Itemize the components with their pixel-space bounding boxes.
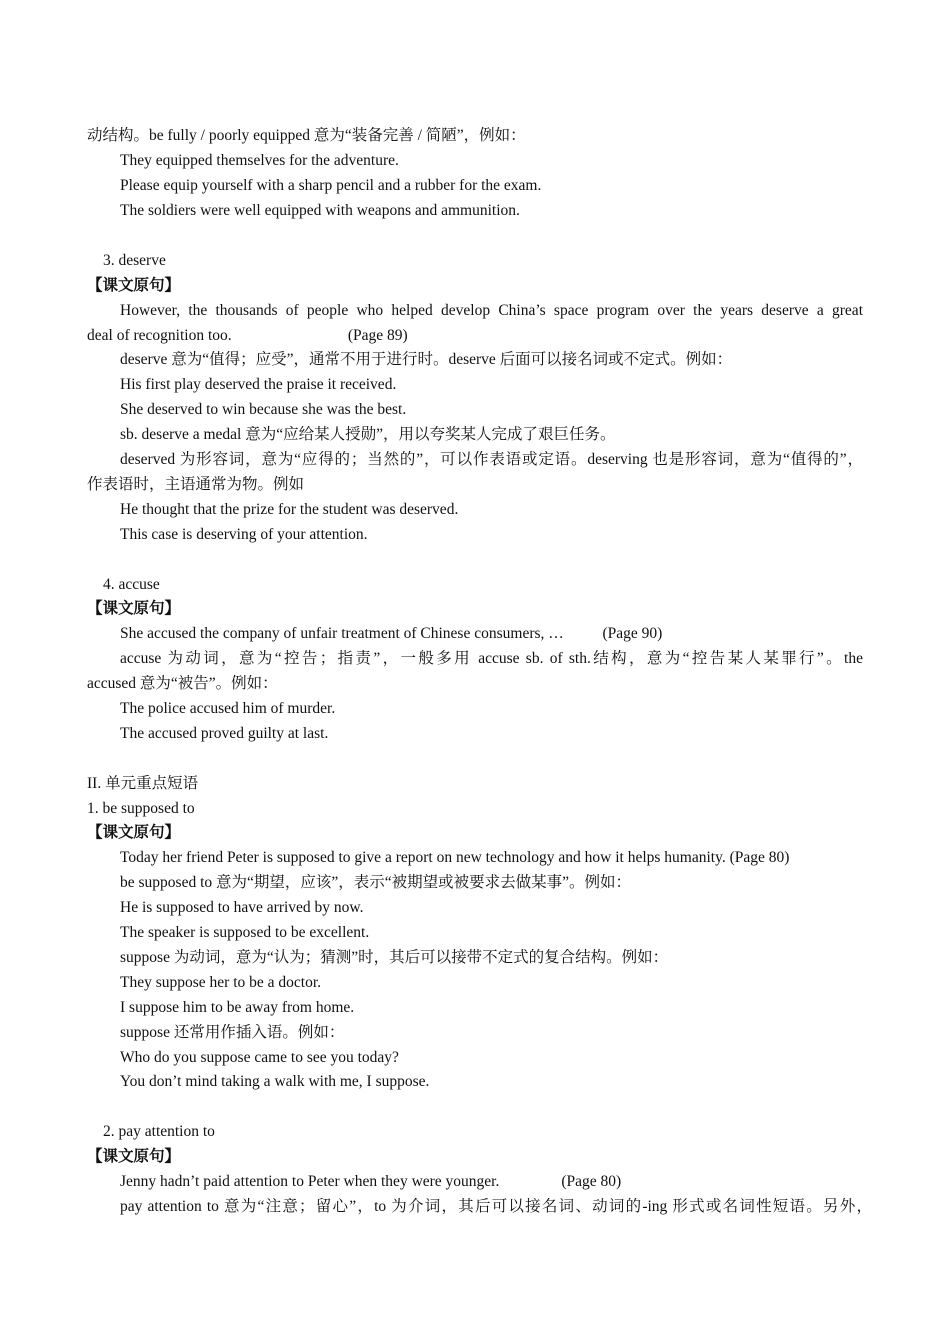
example-sentence: I suppose him to be away from home. — [120, 999, 355, 1016]
example-sentence: This case is deserving of your attention. — [120, 526, 368, 543]
explanation-text: deserve 意为“值得；应受”，通常不用于进行时。deserve 后面可以接名词或不定式。例如： — [120, 351, 733, 368]
example-sentence: They suppose her to be a doctor. — [120, 974, 322, 991]
source-sentence: She accused the company of unfair treatment of Chinese consumers, … (Page 90) — [120, 625, 663, 642]
source-sentence-label: 【课文原句】 — [87, 277, 181, 294]
example-sentence: She deserved to win because she was the best. — [120, 401, 407, 418]
source-sentence: However, the thousands of people who helped develop China’s space program over the years deserve a great — [120, 302, 863, 319]
source-sentence-label: 【课文原句】 — [87, 600, 181, 617]
source-sentence-label: 【课文原句】 — [87, 824, 181, 841]
example-sentence: The police accused him of murder. — [120, 700, 336, 717]
example-sentence: He thought that the prize for the student was deserved. — [120, 501, 459, 518]
source-sentence: Today her friend Peter is supposed to give a report on new technology and how it helps humanity. (Page 80) — [120, 849, 790, 866]
explanation-text: pay attention to 意为“注意；留心”，to 为介词，其后可以接名词、动词的-ing 形式或名词性短语。另外， — [120, 1198, 872, 1215]
explanation-text: suppose 还常用作插入语。例如： — [120, 1024, 345, 1041]
source-sentence: deal of recognition too. (Page 89) — [87, 327, 408, 344]
explanation-text: 作表语时，主语通常为物。例如 — [87, 476, 305, 493]
example-sentence: They equipped themselves for the adventure. — [120, 152, 399, 169]
explanation-text: be supposed to 意为“期望，应该”，表示“被期望或被要求去做某事”。例如： — [120, 874, 632, 891]
example-sentence: He is supposed to have arrived by now. — [120, 899, 364, 916]
example-sentence: The speaker is supposed to be excellent. — [120, 924, 370, 941]
example-sentence: You don’t mind taking a walk with me, I suppose. — [120, 1073, 430, 1090]
explanation-text: deserved 为形容词，意为“应得的；当然的”，可以作表语或定语。deserving 也是形容词，意为“值得的”， — [120, 451, 863, 468]
example-sentence: Please equip yourself with a sharp pencil and a rubber for the exam. — [120, 177, 542, 194]
example-sentence: His first play deserved the praise it received. — [120, 376, 397, 393]
explanation-text: sb. deserve a medal 意为“应给某人授勋”，用以夸奖某人完成了艰巨任务。 — [120, 426, 616, 443]
explanation-text: accused 意为“被告”。例如： — [87, 675, 278, 692]
source-sentence-label: 【课文原句】 — [87, 1148, 181, 1165]
section-heading-deserve: 3. deserve — [103, 252, 166, 269]
explanation-text: suppose 为动词，意为“认为；猜测”时，其后可以接带不定式的复合结构。例如： — [120, 949, 669, 966]
example-sentence: The soldiers were well equipped with weapons and ammunition. — [120, 202, 520, 219]
explanation-text: accuse 为动词，意为“控告；指责”，一般多用 accuse sb. of sth.结构，意为“控告某人某罪行”。the — [120, 650, 863, 667]
text-line: 动结构。be fully / poorly equipped 意为“装备完善 / 简陋”，例如： — [87, 127, 526, 144]
example-sentence: The accused proved guilty at last. — [120, 725, 329, 742]
example-sentence: Who do you suppose came to see you today? — [120, 1049, 399, 1066]
section-heading-be-supposed-to: 1. be supposed to — [87, 800, 195, 817]
section-heading-pay-attention-to: 2. pay attention to — [103, 1123, 215, 1140]
section-heading-accuse: 4. accuse — [103, 576, 160, 593]
source-sentence: Jenny hadn’t paid attention to Peter when they were younger. (Page 80) — [120, 1173, 622, 1190]
part-heading-key-phrases: II. 单元重点短语 — [87, 775, 199, 792]
